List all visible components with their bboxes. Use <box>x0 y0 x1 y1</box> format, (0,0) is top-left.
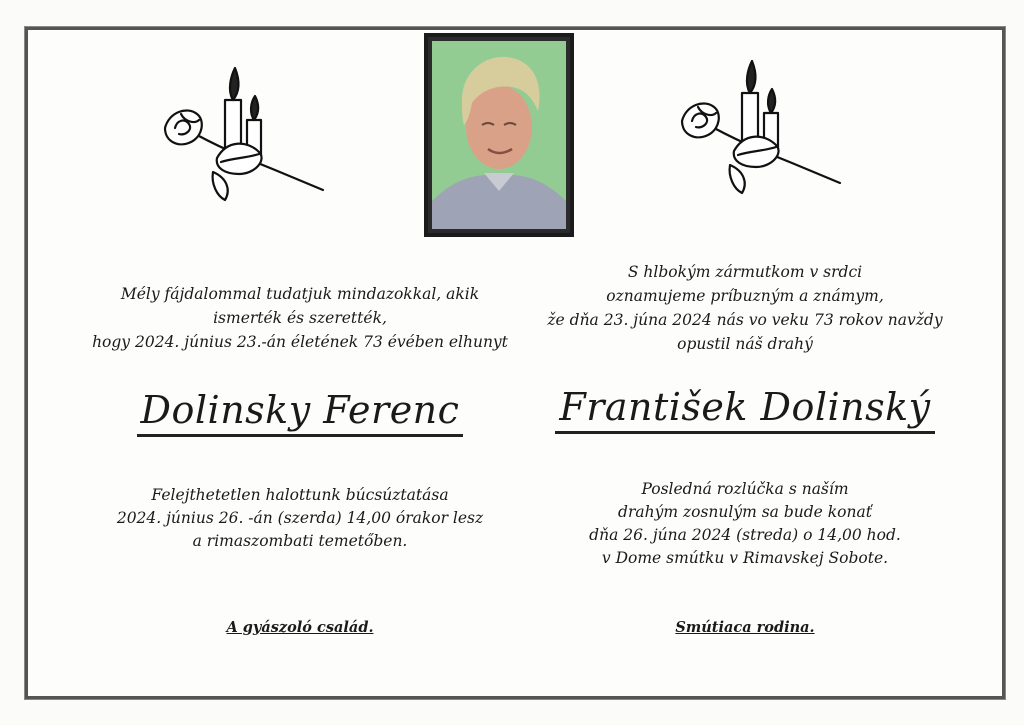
right-intro-line: oznamujeme príbuzným a známym, <box>606 287 884 305</box>
right-funeral-line: Posledná rozlúčka s naším <box>641 480 849 498</box>
left-name-block <box>60 386 540 437</box>
right-signature: Smútiaca rodina. <box>675 619 815 636</box>
candles-rose-icon <box>155 62 330 202</box>
left-intro-line: hogy 2024. június 23.-án életének 73 évében elhunyt <box>92 333 508 351</box>
right-funeral-line: dňa 26. júna 2024 (streda) o 14,00 hod. <box>589 526 901 544</box>
right-name-block <box>500 383 990 434</box>
left-intro-line: ismerték és szerették, <box>213 309 387 327</box>
left-intro-line: Mély fájdalommal tudatjuk mindazokkal, akik <box>120 285 480 303</box>
right-intro-line: že dňa 23. júna 2024 nás vo veku 73 rokov navždy <box>547 311 943 329</box>
left-funeral-line: Felejthetetlen halottunk búcsúztatása <box>151 486 449 504</box>
left-signature: A gyászoló család. <box>226 619 374 636</box>
left-column <box>60 282 540 354</box>
right-intro-line: S hlbokým zármutkom v srdci <box>627 263 863 281</box>
candles-rose-icon <box>672 55 847 195</box>
right-intro <box>500 260 990 356</box>
right-funeral-line: drahým zosnulým sa bude konať <box>618 503 872 521</box>
deceased-name-slovak: František Dolinský <box>555 383 934 434</box>
left-signature-block <box>60 617 540 636</box>
right-signature-block <box>500 617 990 636</box>
left-funeral <box>60 484 540 553</box>
right-funeral-line: v Dome smútku v Rimavskej Sobote. <box>601 549 889 567</box>
portrait-photo <box>424 33 574 237</box>
right-column <box>500 260 990 356</box>
left-intro <box>60 282 540 354</box>
right-funeral <box>500 478 990 570</box>
right-intro-line: opustil náš drahý <box>677 335 813 353</box>
left-funeral-line: 2024. június 26. -án (szerda) 14,00 órakor lesz <box>116 509 484 527</box>
deceased-name-hungarian: Dolinsky Ferenc <box>137 386 464 437</box>
left-funeral-line: a rimaszombati temetőben. <box>192 532 408 550</box>
